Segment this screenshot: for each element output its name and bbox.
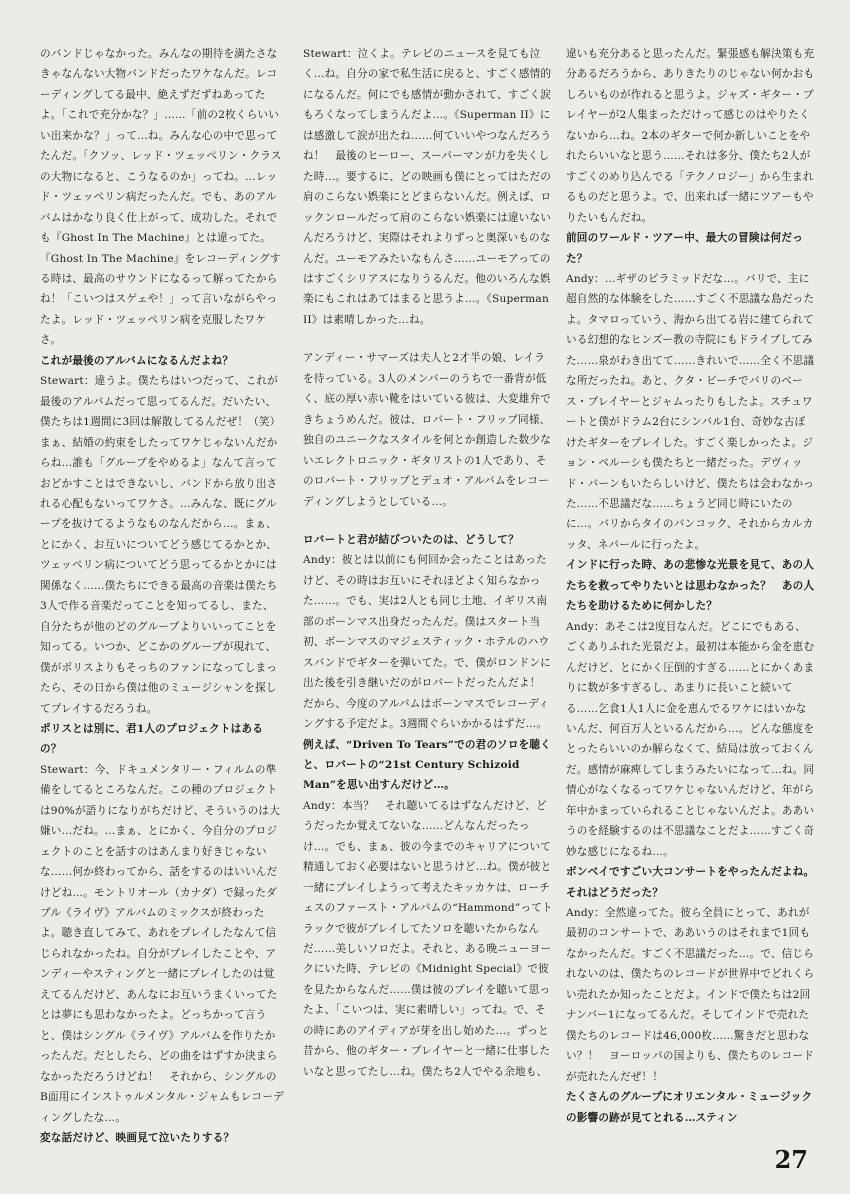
interview-question: ボンベイですごい大コンサートをやったんだよね。それはどうだった？ [566,866,815,899]
section-spacer [303,512,553,530]
interview-question: 例えば、“Driven To Tears”での君のソロを聴くと、ロバートの“21st Century Schizoid Man”を思い出すんだけど…。 [303,738,552,792]
interview-question: ポリスとは別に、君1人のプロジェクトはあるの？ [40,722,264,756]
interview-question: 前回のワールド・ツアー中、最大の冒険は何だった？ [566,232,803,265]
interview-paragraph: アンディー・サマーズは夫人と2才半の娘、レイラを待っている。3人のメンバーのうちで一番背が低く、底の厚い赤い靴をはいている彼は、大変雄弁できちょうめんだ。彼は、ロバート・フリップ同様、独自のユニークなスタイルを何とか創造した数少ないエレクトロニック・ギタリストの1人であり、そのロバート・フリップとデュオ・アルバムをレコーディングしようとしている…。 [303,352,552,508]
interview-paragraph: のバンドじゃなかった。みんなの期待を満たさなきゃなんない大物バンドだったワケなんだ。レコーディングしてる最中、絶えずだずねあってたよ。「これで充分かな？」……「前の2枚くらいいい出来かな？」って…ね。みんな心の中で思ってたんだ。「クソッ、レッド・ツェッペリン・クラスの大物になると、こうなるのか」ってね。…レッド・ツェッペリン病だったんだ。でも、あのアルバムはかなり良く仕上がって、成功した。それでも『Ghost In The Machine』とは違ってた。『Ghost In The Machine』をレコーディングする時は、最高のサウンドになるって解ってたからね！「こいつはスゲェや！」って言いながらやったよ。レッド・ツェッペリン病を克服したワケさ。 [40,48,282,347]
interview-paragraph: 違いも充分あると思ったんだ。緊張感も解決策も充分あるだろうから、ありきたりのじゃない何かおもしろいものが作れると思うよ。ジャズ・ギター・プレイヤーが2人集まっただけって感じのはやりたくないから…ね。2本のギターで何か新しいことをやれたらいいなと思う……それは多分、僕たち2人がすごくのめり込んでる「テクノロジー」から生まれるものだと思うよ。で、出来れば一緒にツアーもやりたいもんだね。 [566,48,815,224]
interview-paragraph: Andy：…ギザのピラミッドだな…。バリで、主に超自然的な体験をした……すごく不思議な島だったよ。タマロっていう、海から出てる岩に建てられている幻想的なヒンズー教の寺院にもドライブしてみた……泉がわき出てて……きれいで……全く不思議な所だったね。あと、クタ・ビーチでバリのベース・プレイヤーとジャムったりもしたよ。スチュワートと僕がドラム2台にシンバル1台、奇妙な古ぼけたギターをプレイした。すごく楽しかったよ。ジョン・ベルーシも僕たちと一緒だった。デヴィッド・バーンもいたらしいけど、僕たちは会わなかった……不思議だな……ちょうど同じ時にいたのに…。バリからタイのバンコック、それからカルカッタ、ネパールに行ったよ。 [566,272,815,551]
interview-question: ロバートと君が結びついたのは、どうして？ [303,533,519,546]
text-column-right [566,44,816,1128]
text-column-left [40,44,284,1148]
interview-paragraph: Stewart：違うよ。僕たちはいつだって、これが最後のアルバムだって思ってるんだ。だいたい、僕たちは1週間に3回は解散してるんだぜ！（笑）まぁ、結婚の約束をしたってワケじゃないんだからね…誰も「グループをやめるよ」なんて言っておどかすことはできないし、バンドから放り出される心配もないってワケさ。…みんな、既にグループを抜けてるようなものなんだから…。まぁ、とにかく、お互いについてどう感じてるかとか、ツェッペリン病についてどう思ってるかとかには関係なく……僕たちにできる最高の音楽は僕たち3人で作る音楽だってことを知ってるし、また、自分たちが他のどのグループよりいいってことを知ってる。いつか、どこかのグループが現れて、僕がポリスよりもそっちのファンになってしまったら、その日から僕は他のミュージシャンを探してプレイするだろうね。 [40,375,281,715]
interview-paragraph: Andy：あそこは2度目なんだ。どこにでもある、ごくありふれた光景だよ。最初は本能から金を恵むんだけど、とにかく圧倒的すぎる……とにかくあまりに数が多すぎるし、あまりに長いこと続いてる……乞食1人1人に金を恵んでるワケにはいかないんだ、何百万人といるんだから…。どんな態度をとったらいいのか解らなくて、結局は放っておくんだ。感情が麻痺してしまうみたいになって…ね。同情心がなくなるってワケじゃないんだけど、年がら年中かまっていられることじゃないんだよ。ああいうのを経験するのは不思議なことだよ……すごく奇妙な感じになるね…。 [566,620,815,858]
text-column-middle [303,44,553,1082]
interview-paragraph: Stewart：今、ドキュメンタリー・フィルムの準備をしてるところなんだ。この種のプロジェクトは90%が語りになりがちだけど、そういうのは大嫌い…だね。…まぁ、とにかく、今自分のプロジェクトのことを話すのはあんまり好きじゃないな……何か終わってから、話をするのはいいんだけどね…。モントリオール（カナダ）で録ったダブル《ライヴ》アルバムのミックスが終わったよ。聴き直してみて、あれをプレイしたなんて信じられなかったね。自分がプレイしたことや、アンディーやスティングと一緒にプレイしたのは覚えてるんだけど、あんなにお互いうまくいってたとは夢にも思わなかったよ。どっちかって言うと、僕はシングル《ライヴ》アルバムを作りたかったんだ。だとしたら、どの曲をはずすか決まらなかっただろうけどね！ それから、シングルのB面用にインストゥルメンタル・ジャムもレコーディングしたな…。 [40,763,284,1124]
interview-question: たくさんのグループにオリエンタル・ミュージックの影響の跡が見てとれる…スティン [566,1091,813,1124]
interview-paragraph: Andy：全然違ってた。彼ら全員にとって、あれが最初のコンサートで、ああいうのはそれまで1回もなかったんだ。すごく不思議だった…。で、信じられないのは、僕たちのレコードが世界中でどれくらい売れたか知ったことだよ。インドで僕たちは2回ナンバー1になってるんだ。そしてインドで売れた僕たちのレコードは46,000枚……驚きだと思わない？！ ヨーロッパの国よりも、僕たちのレコードが売れたんだぜ！！ [566,907,815,1083]
interview-paragraph: Andy：本当？ それ聴いてるはずなんだけど、どうだったか覚えてないな……どんなんだったっけ…。でも、まぁ、彼の今までのキャリアについて精通しておく必要はないと思うけど…ね。僕が彼と一緒にプレイしようって考えたキッカケは、ローチェスのファースト・アルバムの“Hammond”ってトラックで彼がプレイしてたソロを聴いたからなんだ……美しいソロだよ。それと、ある晩ニューヨークにいた時、テレビの《Midnight Special》で彼を見たからなんだ……僕は彼のプレイを聴いて思ったよ、「こいつは、実に素晴しい」ってね。で、その時にあのアイディアが芽を出し始めた…。ずっと昔から、他のギター・プレイヤーと一緒に仕事したいなと思ってたし…ね。僕たち2人でやる余地も、 [303,799,553,1078]
section-spacer [303,330,553,348]
interview-question: インドに行った時、あの悲惨な光景を見て、あの人たちを救ってやりたいとは思わなかった？ あの人たちを助けるために何かした？ [566,559,815,613]
page-number: 27 [774,1145,808,1174]
interview-question: これが最後のアルバムになるんだよね？ [40,354,234,367]
interview-paragraph: Andy：彼とは以前にも何回か会ったことはあったけど、その時はお互いにそれほどよく知らなかった……。でも、実は2人とも同じ土地、イギリス南部のボーンマス出身だったんだ。僕はスタート当初、ボーンマスのマジェスティック・ホテルのハウスバンドでギターを弾いてた。で、僕がロンドンに出た後を引き継いだのがロバートだったんだよ！ だから、今度のアルバムはボーンマスでレコーディングする予定だよ。3週間ぐらいかかるはずだ…。 [303,554,552,731]
interview-question: 変な話だけど、映画見て泣いたりする？ [40,1132,235,1145]
interview-paragraph: Stewart：泣くよ。テレビのニュースを見ても泣く…ね。自分の家で私生活に戻ると、すごく感情的になるんだ。何にでも感情が動かされて、すごく涙もろくなってしまうんだよ…。《Superman II》には感激して涙が出たね……何ていいやつなんだろうね！ 最後のヒーロー、スーパーマンが力を失くした時…。要するに、どの映画も僕にとってはただの肩のこらない娯楽にとどまらないんだ。例えば、ロックンロールだって肩のこらない娯楽には違いないんだろうけど、実際はそれよりずっと奥深いものなんだ。ユーモアみたいなもんさ……ユーモアってのはすごくシリアスになりうるんだ。他のいろんな娯楽にもこれはあてはまると思うよ…。《Superman II》は素晴しかった…ね。 [303,48,552,326]
